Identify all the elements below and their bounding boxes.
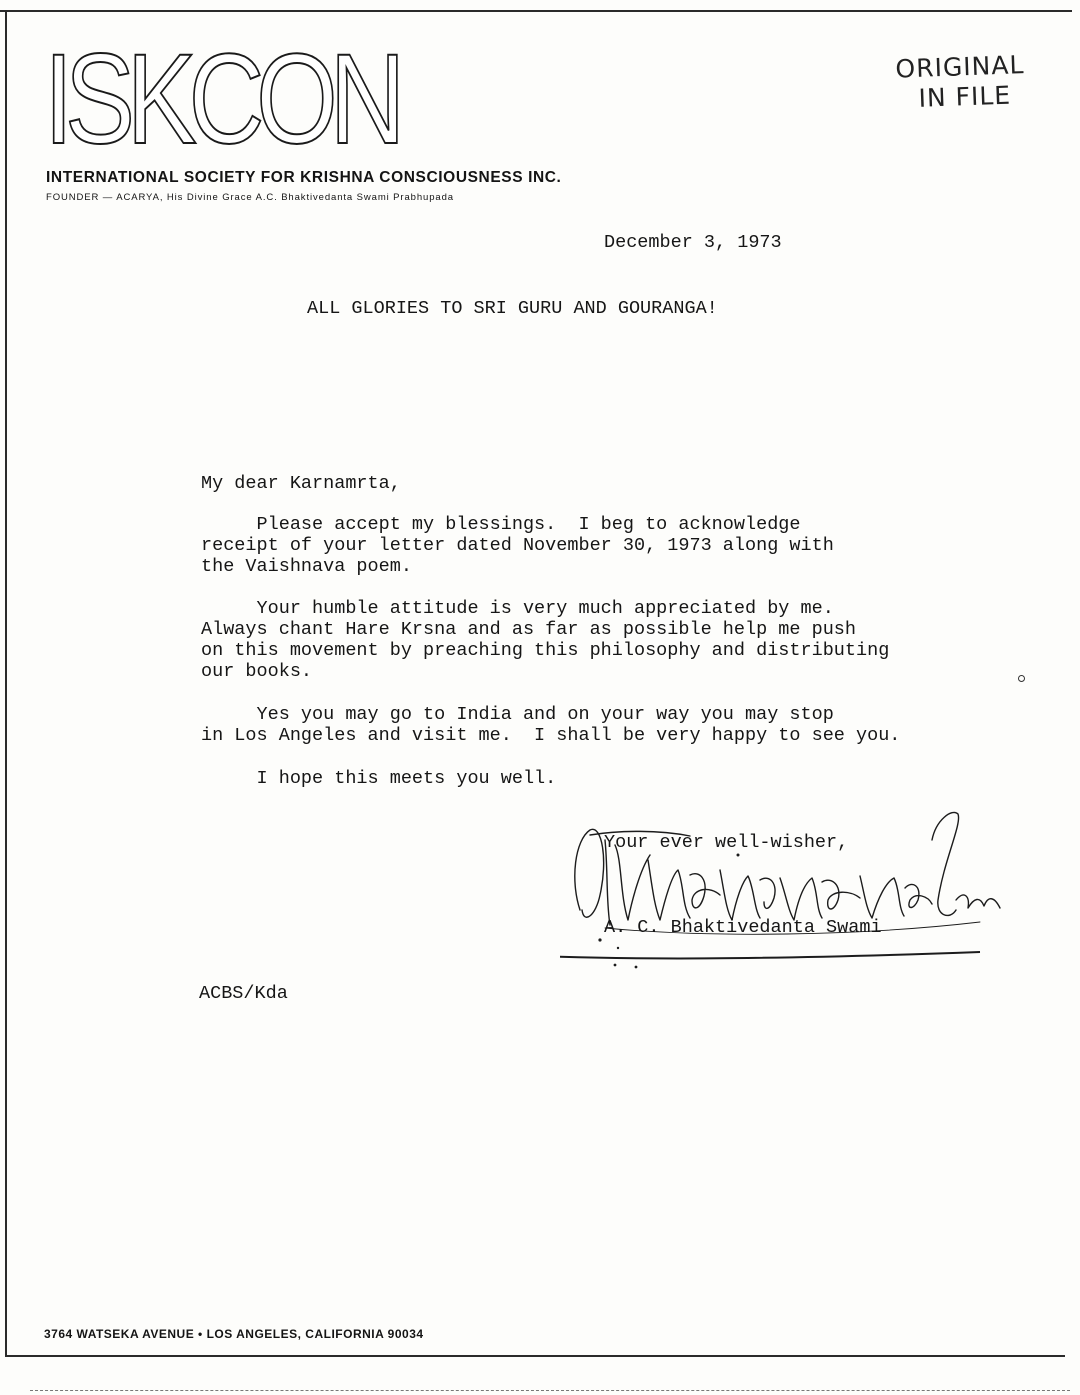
paragraph-line: in Los Angeles and visit me. I shall be very happy to see you. (201, 725, 901, 746)
original-in-file-stamp (895, 49, 1047, 114)
logo-text: ISKCON (44, 28, 398, 171)
paragraph-line: on this movement by preaching this philosophy and distributing (201, 640, 890, 661)
paragraph-3 (201, 704, 900, 746)
stamp-line-1: ORIGINAL (894, 50, 1025, 84)
paragraph-line: Your humble attitude is very much appreciated by me. (201, 598, 834, 619)
footer-address: 3764 WATSEKA AVENUE • LOS ANGELES, CALIFORNIA 90034 (44, 1327, 424, 1341)
signer-name: A. C. Bhaktivedanta Swami (604, 917, 882, 938)
letter-date: December 3, 1973 (604, 232, 782, 253)
stray-mark (1018, 675, 1025, 682)
typist-initials: ACBS/Kda (199, 983, 288, 1004)
paragraph-1 (201, 514, 834, 577)
stamp-line-2: IN FILE (918, 80, 1012, 113)
paragraph-line: Yes you may go to India and on your way you may stop (201, 704, 834, 725)
paragraph-line: Always chant Hare Krsna and as far as possible help me push (201, 619, 857, 640)
paragraph-line: Please accept my blessings. I beg to acknowledge (201, 514, 801, 535)
paragraph-4 (201, 768, 556, 789)
scan-edge-bottom (5, 1355, 1065, 1357)
glories-heading: ALL GLORIES TO SRI GURU AND GOURANGA! (307, 298, 718, 319)
salutation: My dear Karnamrta, (201, 473, 401, 494)
scan-edge-bottom-dashed (30, 1390, 1070, 1391)
paragraph-line: I hope this meets you well. (201, 768, 557, 789)
paragraph-line: the Vaishnava poem. (201, 556, 412, 577)
handwritten-signature (560, 800, 1030, 975)
organization-name: INTERNATIONAL SOCIETY FOR KRISHNA CONSCIOUSNESS INC. (46, 169, 562, 186)
paragraph-line: our books. (201, 661, 313, 682)
scan-edge-left (5, 10, 7, 1355)
founder-line: FOUNDER — ACARYA, His Divine Grace A.C. Bhaktivedanta Swami Prabhupada (46, 192, 454, 203)
iskcon-logo (44, 28, 398, 171)
scan-edge-top (0, 10, 1072, 12)
paragraph-2 (201, 598, 889, 682)
paragraph-line: receipt of your letter dated November 30, 1973 along with (201, 535, 834, 556)
closing-line: Your ever well-wisher, (604, 832, 849, 853)
